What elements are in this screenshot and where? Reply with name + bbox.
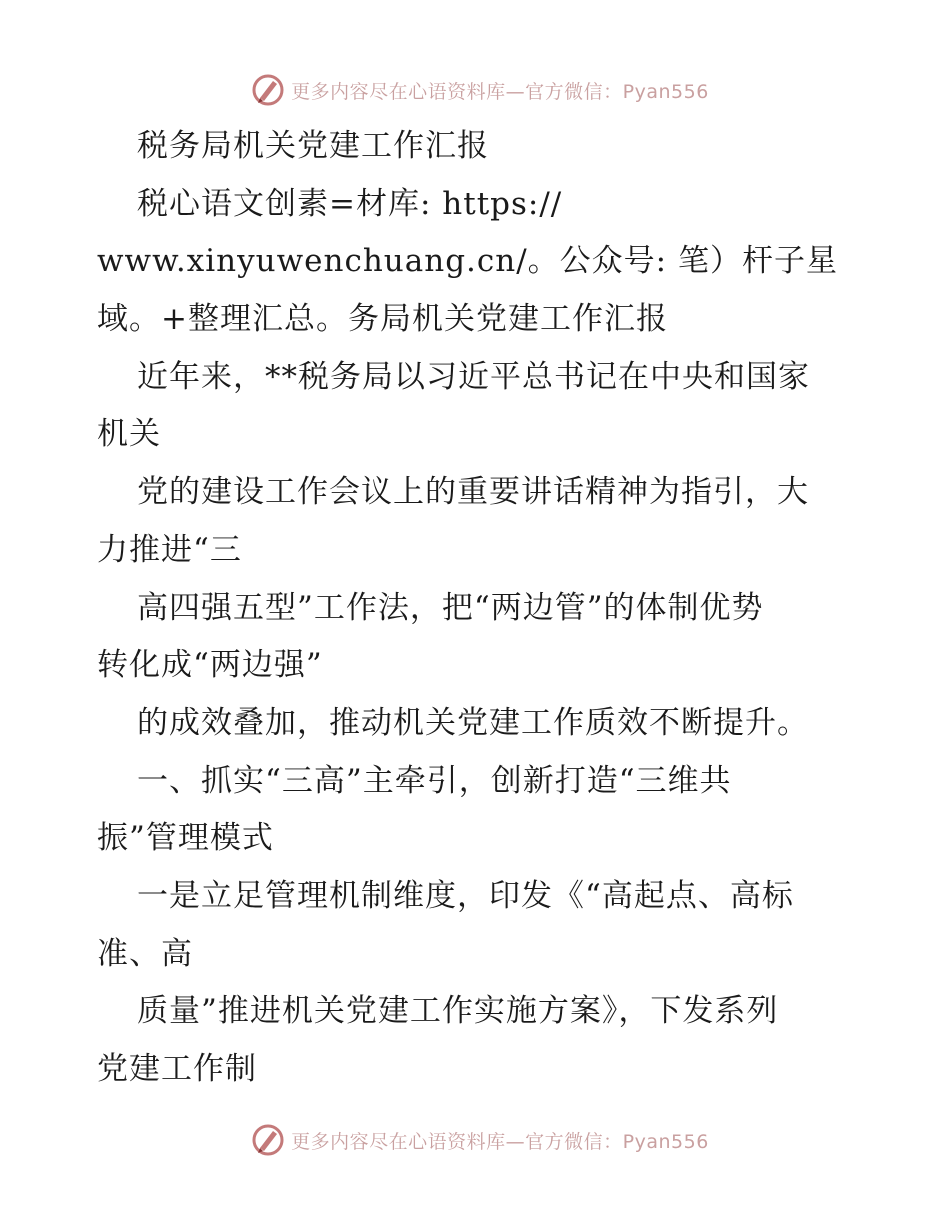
text-line: 近年来，**税务局以习近平总书记在中央和国家	[137, 358, 810, 395]
footer-watermark-group	[251, 1123, 709, 1157]
header-watermark-banner	[0, 70, 950, 110]
text-line: 税心语文创素=材库: https://	[137, 185, 563, 222]
text-line: 力推进“三	[97, 531, 242, 568]
footer-watermark-banner	[0, 1120, 950, 1160]
text-line: www.xinyuwenchuang.cn/。公众号: 笔）杆子星	[97, 243, 838, 280]
text-line: 一是立足管理机制维度，印发《“高起点、高标	[137, 877, 794, 914]
header-watermark-text: 更多内容尽在心语资料库—官方微信：Pyan556	[291, 80, 709, 103]
text-line: 转化成“两边强”	[97, 647, 323, 684]
pen-logo-icon	[251, 1123, 285, 1157]
document-body	[97, 118, 857, 1099]
text-line: 的成效叠加，推动机关党建工作质效不断提升。	[137, 704, 809, 741]
text-line: 税务局机关党建工作汇报	[137, 128, 489, 164]
text-line: 机关	[97, 416, 161, 453]
text-line: 质量”推进机关党建工作实施方案》，下发系列	[137, 993, 779, 1030]
text-line: 党建工作制	[97, 1051, 257, 1087]
pen-logo-icon	[251, 73, 285, 107]
text-line: 振”管理模式	[97, 820, 274, 857]
footer-watermark-text: 更多内容尽在心语资料库—官方微信：Pyan556	[291, 1130, 709, 1153]
text-line: 党的建设工作会议上的重要讲话精神为指引，大	[137, 474, 809, 511]
text-line: 准、高	[97, 935, 193, 972]
text-line: 一、抓实“三高”主牵引，创新打造“三维共	[137, 762, 732, 799]
text-line: 高四强五型”工作法，把“两边管”的体制优势	[137, 589, 764, 626]
text-line: 域。+整理汇总。务局机关党建工作汇报	[97, 301, 668, 338]
header-watermark-group	[251, 73, 709, 107]
